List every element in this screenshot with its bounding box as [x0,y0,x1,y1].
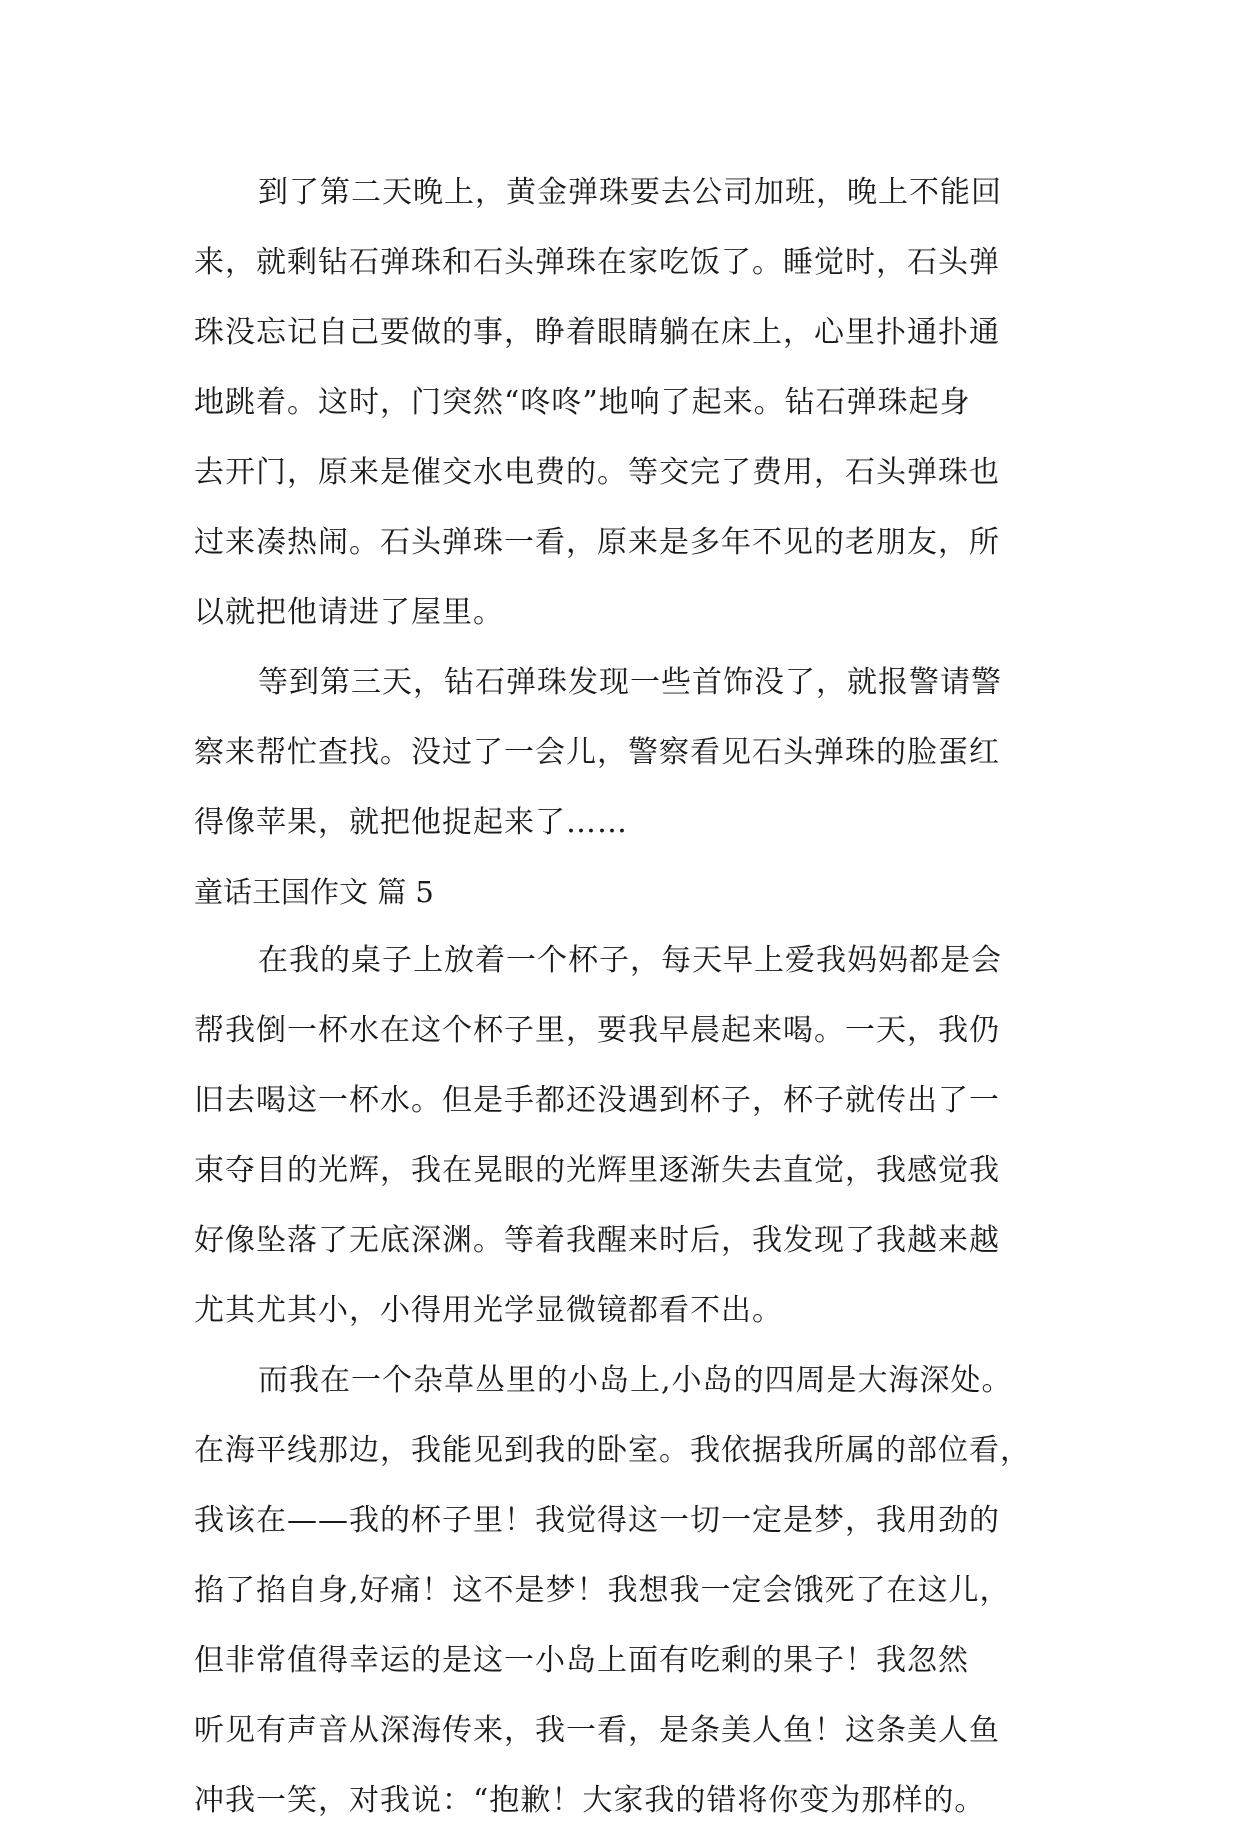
paragraph-line: 去开门，原来是催交水电费的。等交完了费用，石头弹珠也 [194,455,1000,490]
paragraph-1 [194,158,1044,648]
paragraph-line: 掐了掐自身,好痛！这不是梦！我想我一定会饿死了在这儿， [194,1573,1011,1608]
paragraph-line: 地跳着。这时，门突然“咚咚”地响了起来。钻石弹珠起身 [194,385,971,420]
paragraph-line: 得像苹果，就把他捉起来了…… [194,805,628,840]
document-body [194,158,1044,1836]
paragraph-line: 等到第三天，钻石弹珠发现一些首饰没了，就报警请警 [258,665,1002,700]
paragraph-line: 好像坠落了无底深渊。等着我醒来时后，我发现了我越来越 [194,1223,1000,1258]
paragraph-line: 帮我倒一杯水在这个杯子里，要我早晨起来喝。一天，我仍 [194,1013,1000,1048]
paragraph-line: 以就把他请进了屋里。 [194,595,504,630]
paragraph-3 [194,926,1044,1346]
paragraph-line: 旧去喝这一杯水。但是手都还没遇到杯子，杯子就传出了一 [194,1083,1000,1118]
paragraph-2 [194,648,1044,858]
section-heading: 童话王国作文 篇 5 [194,875,434,909]
paragraph-line: 尤其尤其小，小得用光学显微镜都看不出。 [194,1293,783,1328]
paragraph-line: 在我的桌子上放着一个杯子，每天早上爱我妈妈都是会 [258,943,1002,978]
paragraph-line: 而我在一个杂草丛里的小岛上,小岛的四周是大海深处。 [258,1363,1013,1398]
paragraph-line: 听见有声音从深海传来，我一看，是条美人鱼！这条美人鱼 [194,1713,1000,1748]
paragraph-line: 过来凑热闹。石头弹珠一看，原来是多年不见的老朋友，所 [194,525,1000,560]
paragraph-line: 但非常值得幸运的是这一小岛上面有吃剩的果子！我忽然 [194,1643,969,1678]
paragraph-line: 束夺目的光辉，我在晃眼的光辉里逐渐失去直觉，我感觉我 [194,1153,1000,1188]
paragraph-line: 珠没忘记自己要做的事，睁着眼睛躺在床上，心里扑通扑通 [194,315,1000,350]
paragraph-line: 我该在——我的杯子里！我觉得这一切一定是梦，我用劲的 [194,1503,1000,1538]
paragraph-line: 在海平线那边，我能见到我的卧室。我依据我所属的部位看， [194,1433,1031,1468]
paragraph-4 [194,1346,1044,1836]
paragraph-line: 察来帮忙查找。没过了一会儿，警察看见石头弹珠的脸蛋红 [194,735,1000,770]
paragraph-line: 到了第二天晚上，黄金弹珠要去公司加班，晚上不能回 [258,175,1002,210]
paragraph-line: 来，就剩钻石弹珠和石头弹珠在家吃饭了。睡觉时，石头弹 [194,245,1000,280]
paragraph-line: 冲我一笑，对我说：“抱歉！大家我的错将你变为那样的。 [194,1783,986,1818]
